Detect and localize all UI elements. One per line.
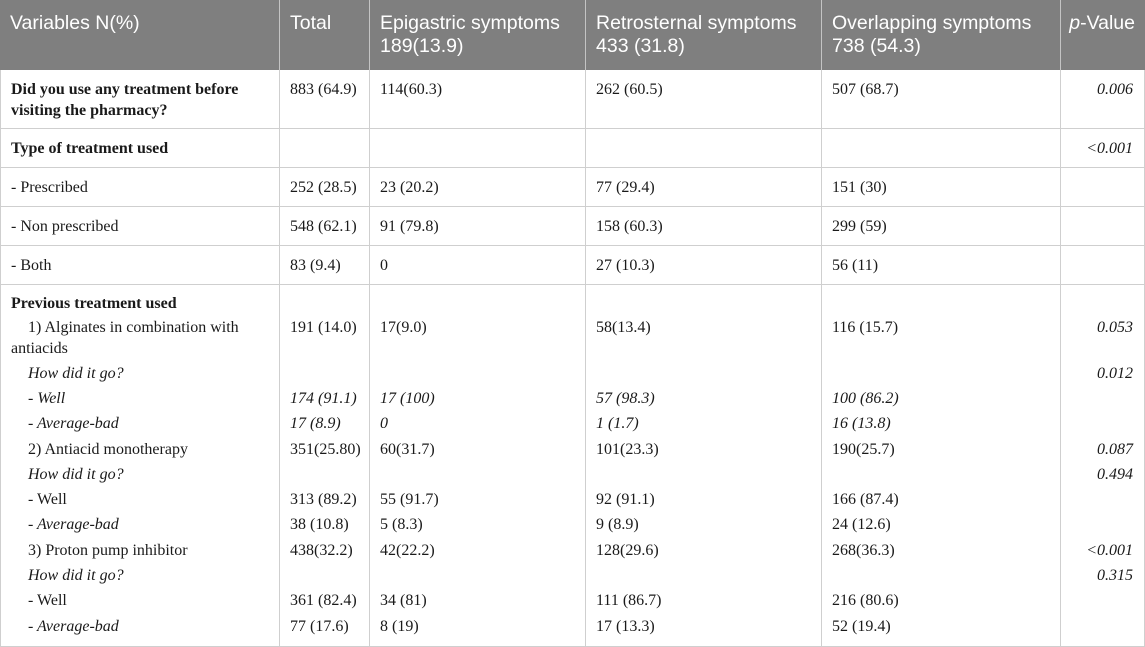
- cell-retrosternal: [586, 285, 822, 315]
- row-label: - Well: [0, 588, 280, 614]
- cell-epigastric: 42(22.2): [370, 538, 586, 563]
- cell-overlapping: [822, 462, 1061, 487]
- cell-p-value: [1061, 285, 1145, 315]
- row-label: - Well: [0, 386, 280, 411]
- cell-p-value: <0.001: [1061, 538, 1145, 563]
- cell-retrosternal: 1 (1.7): [586, 411, 822, 437]
- cell-p-value: 0.006: [1061, 70, 1145, 128]
- cell-total: 174 (91.1): [280, 386, 370, 411]
- cell-overlapping: 190(25.7): [822, 437, 1061, 462]
- row-alginates-average-bad: [0, 411, 1145, 437]
- cell-overlapping: 268(36.3): [822, 538, 1061, 563]
- cell-p-value: [1061, 411, 1145, 437]
- cell-p-value: [1061, 168, 1145, 206]
- cell-overlapping: [822, 285, 1061, 315]
- cell-total: 548 (62.1): [280, 207, 370, 245]
- cell-retrosternal: 17 (13.3): [586, 614, 822, 646]
- row-label: - Both: [0, 246, 280, 284]
- row-both: [0, 246, 1145, 285]
- row-label: 3) Proton pump inhibitor: [0, 538, 280, 563]
- header-epigastric-count: 189(13.9): [380, 35, 464, 57]
- cell-epigastric: 17 (100): [370, 386, 586, 411]
- row-label: 2) Antiacid monotherapy: [0, 437, 280, 462]
- row-type-of-treatment: [0, 129, 1145, 168]
- cell-retrosternal: 9 (8.9): [586, 512, 822, 538]
- row-label: How did it go?: [0, 462, 280, 487]
- cell-overlapping: 16 (13.8): [822, 411, 1061, 437]
- cell-epigastric: [370, 361, 586, 386]
- cell-p-value: [1061, 207, 1145, 245]
- header-overlapping: [822, 0, 1061, 70]
- cell-epigastric: 0: [370, 411, 586, 437]
- cell-p-value: 0.494: [1061, 462, 1145, 487]
- row-antiacid-how: [0, 462, 1145, 487]
- cell-total: 252 (28.5): [280, 168, 370, 206]
- cell-total: [280, 285, 370, 315]
- cell-total: 351(25.80): [280, 437, 370, 462]
- cell-epigastric: 60(31.7): [370, 437, 586, 462]
- row-prescribed: [0, 168, 1145, 207]
- cell-p-value: [1061, 588, 1145, 614]
- row-non-prescribed: [0, 207, 1145, 246]
- cell-total: 438(32.2): [280, 538, 370, 563]
- cell-overlapping: [822, 563, 1061, 588]
- cell-epigastric: [370, 129, 586, 167]
- header-overlapping-title: Overlapping symptoms: [832, 12, 1032, 34]
- cell-retrosternal: [586, 361, 822, 386]
- cell-retrosternal: 57 (98.3): [586, 386, 822, 411]
- cell-overlapping: 100 (86.2): [822, 386, 1061, 411]
- table-header-row: [0, 0, 1145, 70]
- cell-p-value: [1061, 386, 1145, 411]
- cell-epigastric: 55 (91.7): [370, 487, 586, 512]
- cell-epigastric: 34 (81): [370, 588, 586, 614]
- cell-p-value: 0.087: [1061, 437, 1145, 462]
- cell-overlapping: 216 (80.6): [822, 588, 1061, 614]
- table-body: [0, 70, 1145, 647]
- header-retrosternal-title: Retrosternal symptoms: [596, 12, 797, 34]
- cell-p-value: <0.001: [1061, 129, 1145, 167]
- cell-total: 883 (64.9): [280, 70, 370, 128]
- cell-total: [280, 563, 370, 588]
- header-p-value-symbol: p: [1069, 12, 1081, 34]
- cell-overlapping: 56 (11): [822, 246, 1061, 284]
- cell-retrosternal: 92 (91.1): [586, 487, 822, 512]
- cell-total: 77 (17.6): [280, 614, 370, 646]
- cell-retrosternal: 111 (86.7): [586, 588, 822, 614]
- row-label: Previous treatment used: [0, 285, 280, 315]
- cell-epigastric: 114(60.3): [370, 70, 586, 128]
- cell-epigastric: 17(9.0): [370, 315, 586, 361]
- header-variables: Variables N(%): [0, 0, 280, 70]
- cell-total: [280, 129, 370, 167]
- cell-retrosternal: 77 (29.4): [586, 168, 822, 206]
- header-epigastric: [370, 0, 586, 70]
- cell-overlapping: [822, 361, 1061, 386]
- header-p-value-suffix: -Value: [1080, 12, 1135, 34]
- cell-epigastric: [370, 285, 586, 315]
- row-label: - Well: [0, 487, 280, 512]
- cell-overlapping: 166 (87.4): [822, 487, 1061, 512]
- cell-overlapping: 116 (15.7): [822, 315, 1061, 361]
- cell-retrosternal: [586, 129, 822, 167]
- cell-retrosternal: 262 (60.5): [586, 70, 822, 128]
- cell-p-value: [1061, 246, 1145, 284]
- cell-overlapping: 24 (12.6): [822, 512, 1061, 538]
- cell-retrosternal: 158 (60.3): [586, 207, 822, 245]
- cell-total: 361 (82.4): [280, 588, 370, 614]
- header-retrosternal-count: 433 (31.8): [596, 35, 685, 57]
- cell-total: 313 (89.2): [280, 487, 370, 512]
- cell-overlapping: 507 (68.7): [822, 70, 1061, 128]
- row-treatment-before-pharmacy: [0, 70, 1145, 129]
- row-alginates: [0, 315, 1145, 361]
- cell-total: [280, 361, 370, 386]
- row-previous-treatment-heading: [0, 285, 1145, 315]
- row-ppi-how: [0, 563, 1145, 588]
- cell-p-value: [1061, 614, 1145, 646]
- cell-overlapping: 299 (59): [822, 207, 1061, 245]
- row-antiacid-average-bad: [0, 512, 1145, 538]
- cell-p-value: [1061, 487, 1145, 512]
- cell-total: [280, 462, 370, 487]
- cell-epigastric: [370, 462, 586, 487]
- header-p-value: [1061, 0, 1145, 70]
- cell-total: 191 (14.0): [280, 315, 370, 361]
- cell-overlapping: 151 (30): [822, 168, 1061, 206]
- cell-p-value: 0.012: [1061, 361, 1145, 386]
- cell-retrosternal: 101(23.3): [586, 437, 822, 462]
- cell-total: 17 (8.9): [280, 411, 370, 437]
- row-antiacid: [0, 437, 1145, 462]
- header-overlapping-count: 738 (54.3): [832, 35, 921, 57]
- cell-total: 83 (9.4): [280, 246, 370, 284]
- row-ppi-average-bad: [0, 614, 1145, 647]
- cell-retrosternal: [586, 462, 822, 487]
- row-antiacid-well: [0, 487, 1145, 512]
- row-label: - Prescribed: [0, 168, 280, 206]
- row-label: How did it go?: [0, 563, 280, 588]
- row-label: - Average-bad: [0, 614, 280, 646]
- cell-retrosternal: [586, 563, 822, 588]
- row-ppi-well: [0, 588, 1145, 614]
- cell-epigastric: [370, 563, 586, 588]
- row-label: - Average-bad: [0, 411, 280, 437]
- row-label: - Non prescribed: [0, 207, 280, 245]
- header-total: Total: [280, 0, 370, 70]
- row-label: Did you use any treatment before visiting the pharmacy?: [0, 70, 280, 128]
- cell-epigastric: 91 (79.8): [370, 207, 586, 245]
- row-alginates-well: [0, 386, 1145, 411]
- row-alginates-how: [0, 361, 1145, 386]
- cell-overlapping: 52 (19.4): [822, 614, 1061, 646]
- cell-total: 38 (10.8): [280, 512, 370, 538]
- header-retrosternal: [586, 0, 822, 70]
- cell-p-value: 0.315: [1061, 563, 1145, 588]
- cell-p-value: 0.053: [1061, 315, 1145, 361]
- cell-p-value: [1061, 512, 1145, 538]
- header-epigastric-title: Epigastric symptoms: [380, 12, 560, 34]
- cell-epigastric: 23 (20.2): [370, 168, 586, 206]
- row-proton-pump-inhibitor: [0, 538, 1145, 563]
- row-label: 1) Alginates in combination with antiacids: [0, 315, 280, 361]
- row-label: How did it go?: [0, 361, 280, 386]
- row-label: Type of treatment used: [0, 129, 280, 167]
- row-label: - Average-bad: [0, 512, 280, 538]
- cell-epigastric: 0: [370, 246, 586, 284]
- cell-epigastric: 5 (8.3): [370, 512, 586, 538]
- cell-retrosternal: 58(13.4): [586, 315, 822, 361]
- cell-epigastric: 8 (19): [370, 614, 586, 646]
- cell-retrosternal: 27 (10.3): [586, 246, 822, 284]
- cell-retrosternal: 128(29.6): [586, 538, 822, 563]
- cell-overlapping: [822, 129, 1061, 167]
